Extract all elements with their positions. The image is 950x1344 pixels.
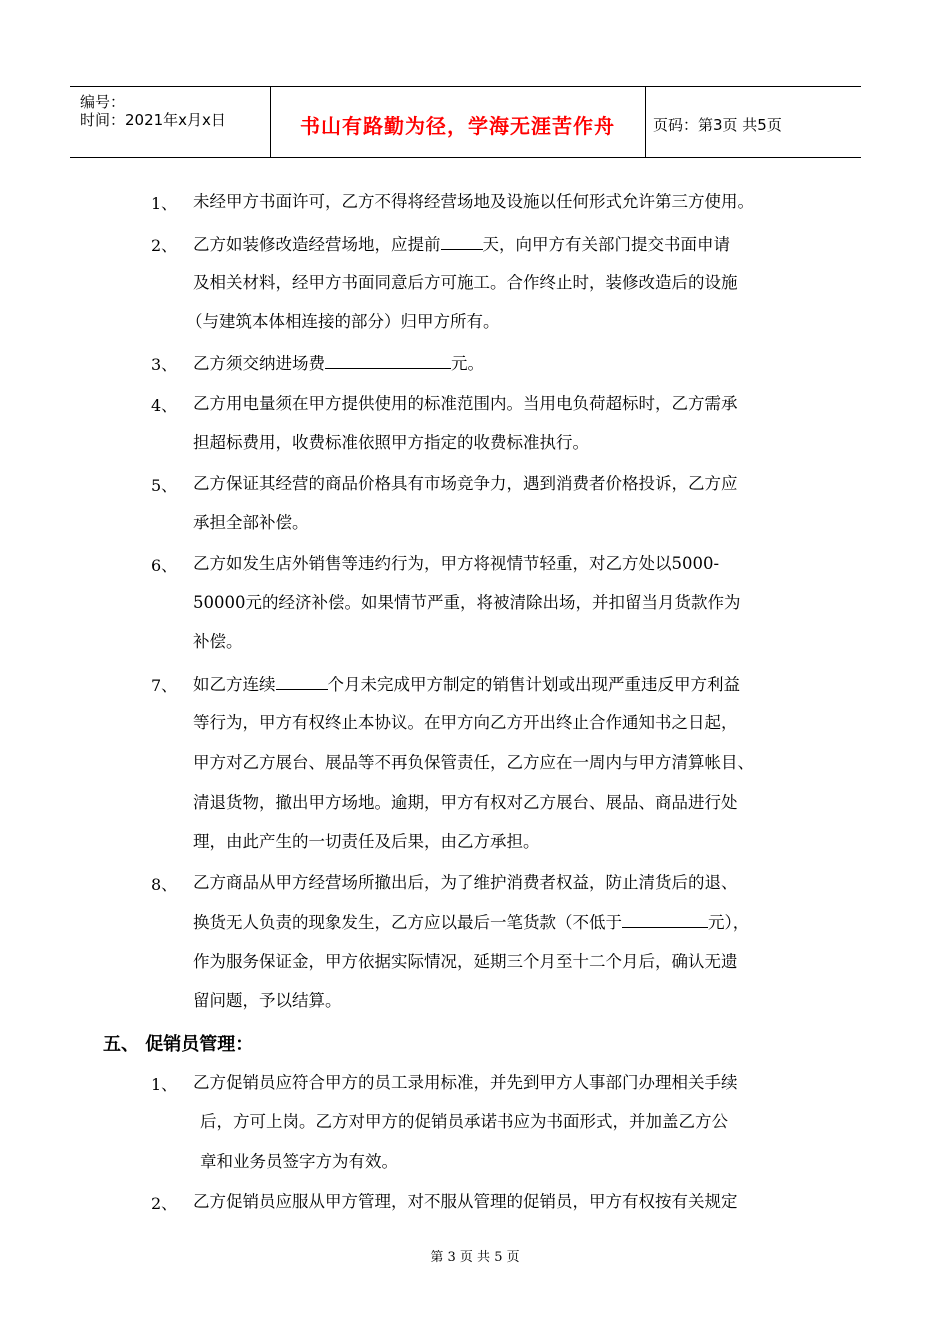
header-left-cell bbox=[70, 87, 271, 157]
item-text: 章和业务员签字方为有效。 bbox=[200, 1152, 398, 1171]
item-number: 3、 bbox=[151, 355, 178, 374]
text-segment: 元）， bbox=[708, 913, 750, 932]
text-segment: 乙方如装修改造经营场地，应提前 bbox=[193, 235, 441, 254]
fill-blank-months bbox=[276, 673, 328, 690]
item-text: 清退货物，撤出甲方场地。逾期，甲方有权对乙方展台、展品、商品进行处 bbox=[193, 793, 738, 812]
item-text: 乙方商品从甲方经营场所撤出后，为了维护消费者权益，防止清货后的退、 bbox=[193, 873, 738, 892]
item-number: 2、 bbox=[151, 1194, 178, 1213]
item-text: 担超标费用，收费标准依照甲方指定的收费标准执行。 bbox=[193, 433, 589, 452]
text-segment: 元。 bbox=[451, 354, 484, 373]
item-text bbox=[193, 233, 730, 256]
item-text: （与建筑本体相连接的部分）归甲方所有。 bbox=[186, 312, 500, 331]
item-text: 50000元的经济补偿。如果情节严重，将被清除出场，并扣留当月货款作为 bbox=[193, 593, 741, 612]
item-text: 理，由此产生的一切责任及后果，由乙方承担。 bbox=[193, 832, 540, 851]
fill-blank-fee bbox=[325, 352, 451, 369]
item-text: 等行为，甲方有权终止本协议。在甲方向乙方开出终止合作通知书之日起， bbox=[193, 713, 738, 732]
item-text bbox=[193, 911, 749, 934]
item-number: 8、 bbox=[151, 875, 178, 894]
item-number: 7、 bbox=[151, 676, 178, 695]
text-segment: 如乙方连续 bbox=[193, 675, 276, 694]
item-text: 未经甲方书面许可，乙方不得将经营场地及设施以任何形式允许第三方使用。 bbox=[193, 192, 754, 211]
page-info: 页码：第3页 共5页 bbox=[653, 116, 782, 134]
text-segment: 个月未完成甲方制定的销售计划或出现严重违反甲方利益 bbox=[327, 675, 740, 694]
fill-blank-amount bbox=[622, 911, 708, 928]
header-right-cell bbox=[645, 87, 861, 157]
item-text: 留问题，予以结算。 bbox=[193, 991, 342, 1010]
item-text: 承担全部补偿。 bbox=[193, 513, 309, 532]
item-number: 4、 bbox=[151, 396, 178, 415]
item-text: 乙方如发生店外销售等违约行为，甲方将视情节轻重，对乙方处以5000- bbox=[193, 554, 720, 573]
text-segment: 乙方须交纳进场费 bbox=[193, 354, 325, 373]
item-number: 2、 bbox=[151, 236, 178, 255]
item-text: 及相关材料，经甲方书面同意后方可施工。合作终止时，装修改造后的设施 bbox=[193, 273, 738, 292]
item-number: 5、 bbox=[151, 476, 178, 495]
item-text: 作为服务保证金，甲方依据实际情况，延期三个月至十二个月后，确认无遗 bbox=[193, 952, 738, 971]
text-segment: 天，向甲方有关部门提交书面申请 bbox=[482, 235, 730, 254]
item-text bbox=[193, 673, 740, 696]
item-text bbox=[193, 352, 484, 375]
item-text: 甲方对乙方展台、展品等不再负保管责任，乙方应在一周内与甲方清算帐目、 bbox=[193, 753, 754, 772]
header-motto-cell bbox=[270, 87, 646, 157]
item-number: 6、 bbox=[151, 556, 178, 575]
item-text: 乙方用电量须在甲方提供使用的标准范围内。当用电负荷超标时，乙方需承 bbox=[193, 394, 738, 413]
item-number: 1、 bbox=[151, 194, 178, 213]
item-text: 乙方促销员应服从甲方管理，对不服从管理的促销员，甲方有权按有关规定 bbox=[193, 1192, 738, 1211]
item-number: 1、 bbox=[151, 1075, 178, 1094]
item-text: 乙方促销员应符合甲方的员工录用标准，并先到甲方人事部门办理相关手续 bbox=[193, 1073, 738, 1092]
number-label: 编号： bbox=[80, 93, 126, 111]
page-footer: 第 3 页 共 5 页 bbox=[430, 1250, 520, 1265]
item-text: 乙方保证其经营的商品价格具有市场竞争力，遇到消费者价格投诉，乙方应 bbox=[193, 474, 738, 493]
fill-blank-days bbox=[441, 233, 483, 250]
item-text: 后，方可上岗。乙方对甲方的促销员承诺书应为书面形式，并加盖乙方公 bbox=[200, 1112, 728, 1131]
text-segment: 换货无人负责的现象发生，乙方应以最后一笔货款（不低于 bbox=[193, 913, 622, 932]
motto: 书山有路勤为径，学海无涯苦作舟 bbox=[300, 114, 615, 138]
document-header bbox=[70, 86, 861, 158]
time-label: 时间：2021年x月x日 bbox=[80, 111, 226, 129]
section-heading: 五、 促销员管理： bbox=[103, 1034, 254, 1055]
item-text: 补偿。 bbox=[193, 632, 243, 651]
